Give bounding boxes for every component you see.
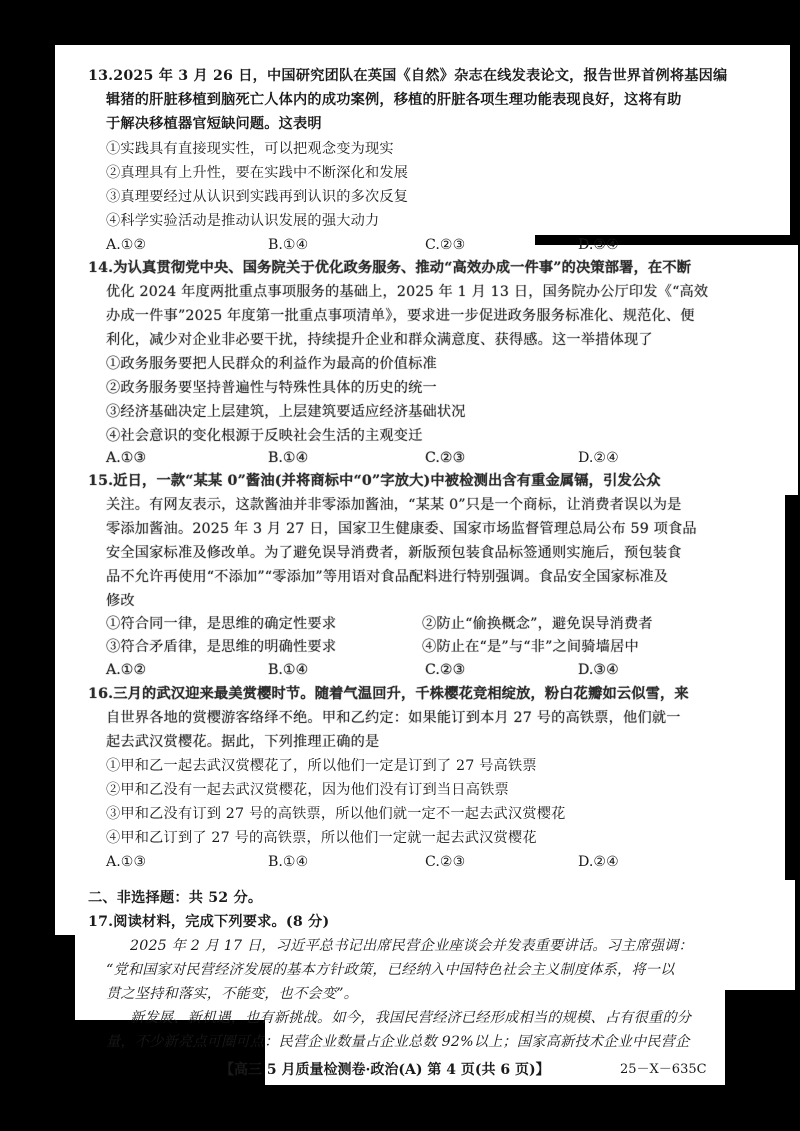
q15-item: ①符合同一律，是思维的确定性要求 [106,616,337,632]
q17-material-line: 贯之坚持和落实，不能变，也不会变”。 [106,986,359,1002]
q15-option-b: B.①④ [268,662,309,678]
q16-item: ①甲和乙一起去武汉赏樱花了，所以他们一定是订到了 27 号高铁票 [106,758,537,774]
q16-item: ③甲和乙没有订到 27 号的高铁票，所以他们就一定不一起去武汉赏樱花 [106,806,566,822]
q13-option-b: B.①④ [268,237,309,253]
page-footer-code: 25－X－635C [620,1062,707,1077]
q14-option-a: A.①③ [106,450,147,466]
q15-option-c: C.②③ [425,662,466,678]
q16-option-d: D.②④ [578,854,619,870]
section-heading: 二、非选择题：共 52 分。 [88,890,263,906]
q15-stem-line: 品不允许再使用“不添加”“零添加”等用语对食品配料进行特别强调。食品安全国家标准及 [106,569,669,585]
q16-option-b: B.①④ [268,854,309,870]
q13-option-c: C.②③ [425,237,466,253]
q14-stem-line: 14.为认真贯彻党中央、国务院关于优化政务服务、推动“高效办成一件事”的决策部署，在不断 [88,260,692,276]
q13-stem-line: 辑猪的肝脏移植到脑死亡人体内的成功案例，移植的肝脏各项生理功能表现良好，这将有助 [106,92,682,108]
q17-title: 17.阅读材料，完成下列要求。(8 分) [88,914,330,930]
q13-stem-line: 于解决移植器官短缺问题。这表明 [106,116,322,132]
q13-stem-line: 13.2025 年 3 月 26 日，中国研究团队在英国《自然》杂志在线发表论文，报告世界首例将基因编 [88,68,728,84]
q16-option-c: C.②③ [425,854,466,870]
q16-stem-line: 起去武汉赏樱花。据此，下列推理正确的是 [106,734,380,750]
q14-item: ④社会意识的变化根源于反映社会生活的主观变迁 [106,428,423,444]
q17-material-line: 新发展、新机遇，也有新挑战。如今，我国民营经济已经形成相当的规模、占有很重的分 [130,1010,692,1026]
q14-item: ①政务服务要把人民群众的利益作为最高的价值标准 [106,356,437,372]
q16-option-a: A.①③ [106,854,147,870]
q14-item: ③经济基础决定上层建筑，上层建筑要适应经济基础状况 [106,404,466,420]
q16-item: ④甲和乙订到了 27 号的高铁票，所以他们一定就一起去武汉赏樱花 [106,830,537,846]
q16-stem-line: 自世界各地的赏樱游客络绎不绝。甲和乙约定：如果能订到本月 27 号的高铁票，他们就一 [106,710,681,726]
q15-stem-line: 15.近日，一款“某某 0”酱油(并将商标中“0”字放大)中被检测出含有重金属镉，引发公众 [88,473,661,489]
q15-item: ④防止在“是”与“非”之间骑墙居中 [422,639,639,655]
q14-stem-line: 利化，减少对企业非必要干扰，持续提升企业和群众满意度、获得感。这一举措体现了 [106,332,653,348]
q14-option-b: B.①④ [268,450,309,466]
q14-stem-line: 办成一件事”2025 年度第一批重点事项清单》，要求进一步促进政务服务标准化、规范化、便 [106,308,695,324]
q14-stem-line: 优化 2024 年度两批重点事项服务的基础上，2025 年 1 月 13 日，国务院办公厅印发《“高效 [106,284,709,300]
q15-item: ②防止“偷换概念”，避免误导消费者 [422,616,653,632]
q13-option-d: D.③④ [578,237,619,253]
page-footer-title: 【高三 5 月质量检测卷·政治(A) 第 4 页(共 6 页)】 [220,1062,550,1078]
q14-option-c: C.②③ [425,450,466,466]
q15-option-a: A.①② [106,662,147,678]
q15-stem-line: 安全国家标准及修改单。为了避免误导消费者，新版预包装食品标签通则实施后，预包装食 [106,545,682,561]
q15-stem-line: 零添加酱油。2025 年 3 月 27 日，国家卫生健康委、国家市场监督管理总局公布 59 项食品 [106,521,697,537]
q15-item: ③符合矛盾律，是思维的明确性要求 [106,639,337,655]
q13-item: ③真理要经过从认识到实践再到认识的多次反复 [106,189,409,205]
q13-option-a: A.①② [106,237,147,253]
q17-material-line: “党和国家对民营经济发展的基本方针政策，已经纳入中国特色社会主义制度体系，将一以 [106,962,675,978]
q15-stem-line: 修改 [106,593,135,609]
q15-option-d: D.③④ [578,662,619,678]
q13-item: ④科学实验活动是推动认识发展的强大动力 [106,213,380,229]
q14-item: ②政务服务要坚持普遍性与特殊性具体的历史的统一 [106,380,437,396]
q13-item: ②真理具有上升性，要在实践中不断深化和发展 [106,165,409,181]
q16-item: ②甲和乙没有一起去武汉赏樱花，因为他们没有订到当日高铁票 [106,782,509,798]
q16-stem-line: 16.三月的武汉迎来最美赏樱时节。随着气温回升，千株樱花竞相绽放，粉白花瓣如云似雪，来 [88,686,689,702]
q14-option-d: D.②④ [578,450,619,466]
q17-material-line: 2025 年 2 月 17 日，习近平总书记出席民营企业座谈会并发表重要讲话。习主席强调： [130,938,693,954]
q13-item: ①实践具有直接现实性，可以把观念变为现实 [106,141,394,157]
q15-stem-line: 关注。有网友表示，这款酱油并非零添加酱油，“某某 0”只是一个商标，让消费者误以为是 [106,497,682,513]
q17-material-line: 量，不少新亮点可圈可点：民营企业数量占企业总数 92%以上；国家高新技术企业中民营企 [106,1034,690,1050]
